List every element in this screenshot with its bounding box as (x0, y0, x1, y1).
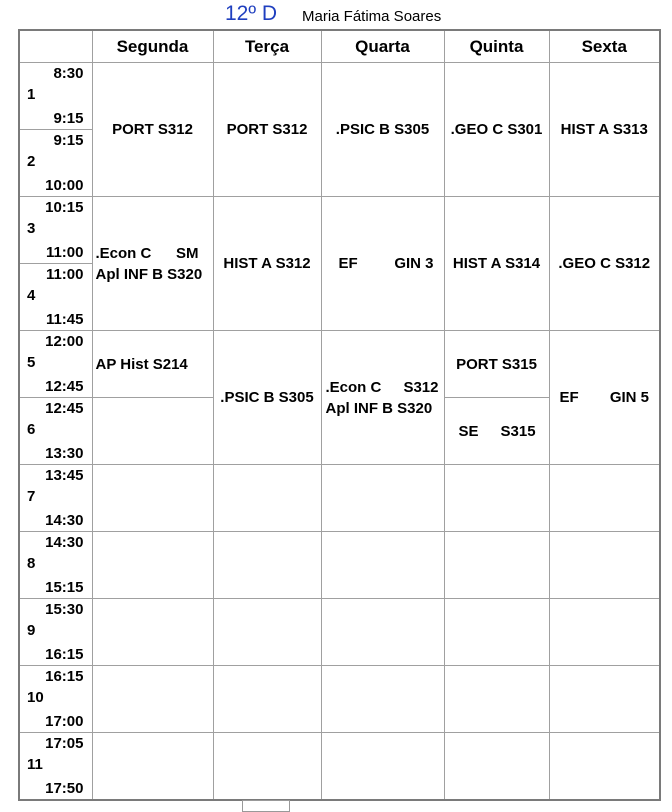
empty-slot (549, 666, 660, 733)
lesson-text: HIST A S313 (560, 121, 648, 138)
lesson-terca-block1[interactable] (213, 63, 321, 197)
day-header-quarta: Quarta (321, 30, 444, 63)
lesson-quinta-p6[interactable] (444, 398, 549, 465)
empty-slot (213, 666, 321, 733)
empty-slot (321, 733, 444, 801)
period-start: 11:00 (45, 266, 84, 283)
period-start: 16:15 (45, 668, 84, 685)
lesson-text: PORT S312 (112, 121, 193, 138)
period-row-1 (19, 63, 660, 130)
period-number: 6 (27, 421, 36, 438)
lesson-line (445, 421, 549, 442)
lesson-room: GIN 5 (609, 389, 649, 406)
lesson-text: PORT S312 (226, 121, 308, 138)
class-name: 12º D (225, 2, 278, 25)
lesson-room: GIN 3 (394, 255, 434, 272)
period-number: 3 (27, 220, 36, 237)
period-time-11 (19, 733, 92, 801)
period-time-1 (19, 63, 92, 130)
period-start: 14:30 (45, 534, 84, 551)
period-row-3 (19, 197, 660, 264)
lesson-subject: .Econ C (325, 378, 382, 396)
empty-slot (92, 733, 213, 801)
lesson-quinta-p5[interactable] (444, 331, 549, 398)
empty-slot (213, 733, 321, 801)
day-header-sexta: Sexta (549, 30, 660, 63)
empty-slot (321, 465, 444, 532)
period-number: 7 (27, 488, 36, 505)
lesson-quinta-block1[interactable] (444, 63, 549, 197)
lesson-subject: EF (559, 389, 579, 406)
lesson-text: .PSIC B S305 (335, 121, 430, 138)
lesson-text: AP Hist S214 (95, 355, 188, 373)
period-end: 15:15 (45, 579, 84, 596)
empty-slot (444, 465, 549, 532)
bottom-control[interactable] (242, 800, 290, 812)
lesson-subject: .Econ C (95, 244, 152, 262)
period-start: 12:45 (45, 400, 84, 417)
period-time-8 (19, 532, 92, 599)
period-number: 5 (27, 354, 36, 371)
period-number: 8 (27, 555, 36, 572)
lesson-text: .GEO C S301 (450, 121, 543, 138)
lesson-room: SM (176, 244, 199, 262)
timetable (18, 29, 661, 801)
period-number: 2 (27, 153, 36, 170)
lesson-text: .PSIC B S305 (220, 389, 314, 406)
empty-slot (92, 398, 213, 465)
lesson-sexta-block3[interactable] (549, 331, 660, 465)
period-end: 16:15 (45, 646, 84, 663)
period-time-3 (19, 197, 92, 264)
period-number: 1 (27, 86, 36, 103)
period-end: 12:45 (45, 378, 84, 395)
period-start: 12:00 (45, 333, 84, 350)
period-end: 11:00 (45, 244, 84, 261)
period-end: 17:50 (45, 780, 84, 797)
lesson-quarta-block1[interactable] (321, 63, 444, 197)
period-number: 10 (27, 689, 44, 706)
period-row-9 (19, 599, 660, 666)
period-start: 8:30 (53, 65, 84, 82)
empty-slot (444, 666, 549, 733)
lesson-segunda-block1[interactable] (92, 63, 213, 197)
empty-slot (444, 733, 549, 801)
period-end: 17:00 (45, 713, 84, 730)
lesson-line (322, 377, 444, 398)
lesson-segunda-p5[interactable] (92, 331, 213, 398)
lesson-quarta-block3[interactable] (321, 331, 444, 465)
period-time-9 (19, 599, 92, 666)
day-header-segunda: Segunda (92, 30, 213, 63)
period-end: 13:30 (45, 445, 84, 462)
empty-slot (92, 465, 213, 532)
empty-slot (549, 599, 660, 666)
empty-slot (213, 599, 321, 666)
teacher-name: Maria Fátima Soares (302, 8, 442, 25)
empty-slot (213, 532, 321, 599)
lesson-room: S312 (403, 378, 439, 396)
lesson-subject: EF (338, 255, 358, 272)
period-end: 9:15 (53, 110, 84, 127)
day-header-row (19, 30, 660, 63)
lesson-line (322, 253, 444, 274)
lesson-sexta-block1[interactable] (549, 63, 660, 197)
empty-slot (321, 599, 444, 666)
empty-slot (549, 532, 660, 599)
period-time-2 (19, 130, 92, 197)
lesson-text: .GEO C S312 (558, 255, 651, 272)
period-end: 10:00 (45, 177, 84, 194)
lesson-quinta-block2[interactable] (444, 197, 549, 331)
empty-slot (549, 733, 660, 801)
period-end: 14:30 (45, 512, 84, 529)
period-time-10 (19, 666, 92, 733)
period-number: 4 (27, 287, 36, 304)
empty-slot (549, 465, 660, 532)
period-row-5 (19, 331, 660, 398)
lesson-text: HIST A S312 (223, 255, 311, 272)
period-row-10 (19, 666, 660, 733)
day-header-terca: Terça (213, 30, 321, 63)
empty-slot (321, 666, 444, 733)
period-start: 10:15 (45, 199, 84, 216)
lesson-subject: SE (458, 422, 479, 440)
period-number: 11 (27, 756, 43, 773)
lesson-line (550, 387, 660, 408)
schedule-header (0, 2, 672, 30)
lesson-terca-block3[interactable] (213, 331, 321, 465)
lesson-terca-block2[interactable] (213, 197, 321, 331)
empty-slot (444, 599, 549, 666)
period-row-8 (19, 532, 660, 599)
lesson-room: S315 (500, 422, 536, 440)
period-start: 15:30 (45, 601, 84, 618)
period-time-7 (19, 465, 92, 532)
period-time-6 (19, 398, 92, 465)
empty-slot (92, 532, 213, 599)
lesson-text: PORT S315 (456, 355, 537, 373)
corner-cell (19, 30, 92, 63)
empty-slot (213, 465, 321, 532)
period-row-7 (19, 465, 660, 532)
empty-slot (92, 666, 213, 733)
lesson-sexta-block2[interactable] (549, 197, 660, 331)
lesson-quarta-block2[interactable] (321, 197, 444, 331)
day-header-quinta: Quinta (444, 30, 549, 63)
lesson-text: HIST A S314 (452, 255, 541, 272)
empty-slot (321, 532, 444, 599)
lesson-line (93, 243, 213, 264)
period-row-11 (19, 733, 660, 801)
period-number: 9 (27, 622, 36, 639)
empty-slot (444, 532, 549, 599)
period-time-5 (19, 331, 92, 398)
period-start: 13:45 (45, 467, 84, 484)
lesson-text: Apl INF B S320 (325, 399, 433, 417)
empty-slot (92, 599, 213, 666)
period-start: 17:05 (45, 735, 84, 752)
lesson-text: Apl INF B S320 (95, 265, 203, 283)
period-time-4 (19, 264, 92, 331)
period-end: 11:45 (45, 311, 84, 328)
period-start: 9:15 (53, 132, 84, 149)
lesson-segunda-block2[interactable] (92, 197, 213, 331)
